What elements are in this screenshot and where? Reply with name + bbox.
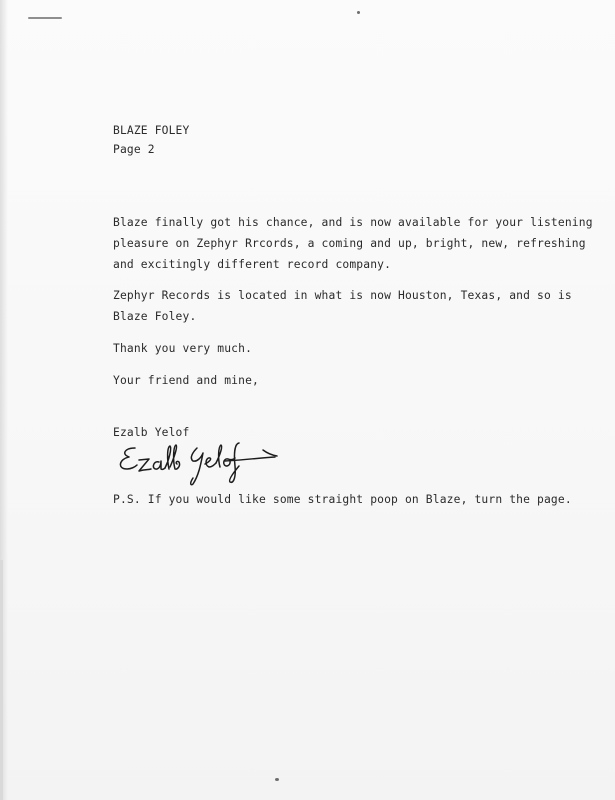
body-paragraph-4: Your friend and mine,	[113, 374, 259, 387]
typed-signatory-name: Ezalb Yelof	[113, 426, 190, 439]
paragraph-line: and excitingly different record company.	[113, 258, 392, 271]
body-paragraph-2	[113, 285, 572, 327]
paragraph-line: Blaze Foley.	[113, 310, 197, 323]
paragraph-line: pleasure on Zephyr Rrcords, a coming and up, bright, new, refreshing	[113, 237, 586, 250]
body-paragraph-3: Thank you very much.	[113, 342, 253, 355]
paper-edge-strip	[0, 560, 3, 800]
paragraph-line: Blaze finally got his chance, and is now available for your listening	[113, 216, 593, 229]
handwritten-signature	[113, 438, 303, 488]
letter-page-number: Page 2	[113, 143, 155, 156]
body-paragraph-1	[113, 212, 593, 275]
letter-header-name: BLAZE FOLEY	[113, 124, 190, 137]
pencil-mark	[28, 17, 62, 19]
paragraph-line: Zephyr Records is located in what is now Houston, Texas, and so is	[113, 289, 572, 302]
paper-speck	[357, 11, 360, 14]
paper-speck	[275, 778, 279, 781]
postscript-line: P.S. If you would like some straight poop on Blaze, turn the page.	[113, 493, 572, 506]
